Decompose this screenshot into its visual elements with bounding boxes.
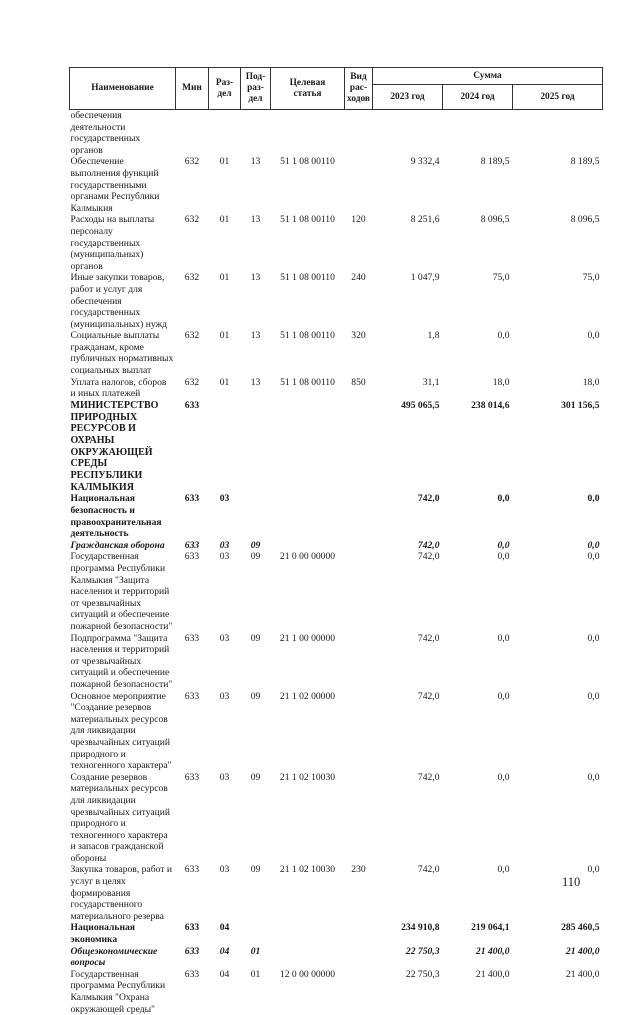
- row-sum-2023: 742,0: [373, 540, 443, 552]
- row-sum-2025: 0,0: [513, 540, 603, 552]
- row-sum-2025: 0,0: [513, 551, 603, 632]
- row-name: обеспечения деятельности государственных органов: [70, 110, 176, 157]
- table-row: [70, 691, 603, 772]
- row-sum-2025: 18,0: [513, 377, 603, 400]
- table-row: [70, 272, 603, 330]
- row-name: Иные закупки товаров, работ и услуг для обеспечения государственных (муниципальных) нужд: [70, 272, 176, 330]
- row-min: 632: [176, 272, 209, 330]
- row-name: Основное мероприятие "Создание резервов материальных ресурсов для ликвидации чрезвычайных ситуаций природного и техногенного характера": [70, 691, 176, 772]
- row-target: 21 0 00 00000: [271, 551, 345, 632]
- header-min: Мин: [176, 68, 209, 110]
- table-row: [70, 214, 603, 272]
- row-vid: 240: [345, 272, 373, 330]
- row-vid: [345, 772, 373, 865]
- row-vid: 120: [345, 214, 373, 272]
- row-podrazdel: 13: [241, 156, 271, 214]
- table-row: [70, 540, 603, 552]
- row-min: 633: [176, 922, 209, 945]
- header-vid: Вид рас- ходов: [345, 68, 373, 110]
- row-name: Гражданская оборона: [70, 540, 176, 552]
- row-sum-2024: 21 400,0: [443, 946, 513, 969]
- row-razdel: 03: [209, 691, 241, 772]
- row-podrazdel: 09: [241, 551, 271, 632]
- table-row: [70, 110, 603, 157]
- table-row: [70, 633, 603, 691]
- row-razdel: 01: [209, 330, 241, 376]
- row-min: 633: [176, 540, 209, 552]
- row-name: Национальная экономика: [70, 922, 176, 945]
- row-sum-2025: 0,0: [513, 864, 603, 922]
- row-min: 633: [176, 772, 209, 865]
- row-podrazdel: 09: [241, 633, 271, 691]
- header-razdel: Раз- дел: [209, 68, 241, 110]
- row-target: [271, 922, 345, 945]
- row-name: Подпрограмма "Защита населения и территорий от чрезвычайных ситуаций и обеспечение пожарной безопасности": [70, 633, 176, 691]
- row-name: Государственная программа Республики Калмыкия "Охрана окружающей среды": [70, 969, 176, 1015]
- row-razdel: 01: [209, 377, 241, 400]
- row-sum-2023: 742,0: [373, 772, 443, 865]
- row-podrazdel: 13: [241, 272, 271, 330]
- row-razdel: 01: [209, 214, 241, 272]
- row-sum-2023: 742,0: [373, 493, 443, 539]
- row-min: 632: [176, 377, 209, 400]
- row-podrazdel: [241, 400, 271, 494]
- row-sum-2024: 21 400,0: [443, 969, 513, 1015]
- row-sum-2024: 0,0: [443, 864, 513, 922]
- row-sum-2024: 0,0: [443, 493, 513, 539]
- row-min: 633: [176, 493, 209, 539]
- row-sum-2025: 0,0: [513, 493, 603, 539]
- row-podrazdel: [241, 110, 271, 157]
- row-target: 51 1 08 00110: [271, 214, 345, 272]
- row-sum-2025: 8 096,5: [513, 214, 603, 272]
- budget-table: [69, 67, 603, 1015]
- row-vid: 230: [345, 864, 373, 922]
- row-target: 21 1 00 00000: [271, 633, 345, 691]
- row-podrazdel: [241, 493, 271, 539]
- row-name: Обеспечение выполнения функций государственными органами Республики Калмыкия: [70, 156, 176, 214]
- row-vid: [345, 540, 373, 552]
- row-sum-2023: 742,0: [373, 864, 443, 922]
- row-min: 633: [176, 969, 209, 1015]
- row-razdel: 03: [209, 864, 241, 922]
- row-vid: [345, 946, 373, 969]
- row-target: 51 1 08 00110: [271, 156, 345, 214]
- row-vid: [345, 969, 373, 1015]
- row-min: 632: [176, 330, 209, 376]
- row-sum-2023: 22 750,3: [373, 946, 443, 969]
- row-razdel: 03: [209, 540, 241, 552]
- row-sum-2024: 0,0: [443, 551, 513, 632]
- table-row: [70, 156, 603, 214]
- table-row: [70, 551, 603, 632]
- row-min: 633: [176, 551, 209, 632]
- budget-table-container: [69, 67, 602, 1015]
- row-sum-2023: 495 065,5: [373, 400, 443, 494]
- row-razdel: 04: [209, 946, 241, 969]
- row-target: [271, 110, 345, 157]
- row-min: 633: [176, 691, 209, 772]
- row-sum-2025: 21 400,0: [513, 946, 603, 969]
- row-target: [271, 946, 345, 969]
- row-sum-2025: 75,0: [513, 272, 603, 330]
- row-name: Общеэкономические вопросы: [70, 946, 176, 969]
- table-row: [70, 864, 603, 922]
- table-row: [70, 400, 603, 494]
- row-podrazdel: 13: [241, 377, 271, 400]
- table-row: [70, 946, 603, 969]
- row-vid: 850: [345, 377, 373, 400]
- row-name: Национальная безопасность и правоохранительная деятельность: [70, 493, 176, 539]
- row-min: 633: [176, 946, 209, 969]
- row-sum-2025: 0,0: [513, 772, 603, 865]
- row-vid: [345, 110, 373, 157]
- row-razdel: [209, 110, 241, 157]
- row-sum-2023: 8 251,6: [373, 214, 443, 272]
- row-vid: [345, 922, 373, 945]
- table-row: [70, 969, 603, 1015]
- row-vid: 320: [345, 330, 373, 376]
- row-sum-2024: 8 096,5: [443, 214, 513, 272]
- row-podrazdel: 13: [241, 330, 271, 376]
- table-row: [70, 922, 603, 945]
- row-name: Создание резервов материальных ресурсов для ликвидации чрезвычайных ситуаций природного и техногенного характера и запасов гражданской обороны: [70, 772, 176, 865]
- row-min: 633: [176, 864, 209, 922]
- row-vid: [345, 551, 373, 632]
- row-sum-2023: 742,0: [373, 551, 443, 632]
- row-target: [271, 540, 345, 552]
- row-sum-2023: 1 047,9: [373, 272, 443, 330]
- row-sum-2025: 0,0: [513, 691, 603, 772]
- row-sum-2023: 22 750,3: [373, 969, 443, 1015]
- row-target: [271, 400, 345, 494]
- row-razdel: 03: [209, 633, 241, 691]
- row-sum-2025: 301 156,5: [513, 400, 603, 494]
- row-target: 21 1 02 00000: [271, 691, 345, 772]
- header-sum: Сумма: [373, 68, 603, 85]
- row-sum-2024: 0,0: [443, 772, 513, 865]
- row-min: [176, 110, 209, 157]
- row-name: Расходы на выплаты персоналу государственных (муниципальных) органов: [70, 214, 176, 272]
- header-podrazdel: Под- раз- дел: [241, 68, 271, 110]
- row-name: Закупка товаров, работ и услуг в целях формирования государственного материального резерва: [70, 864, 176, 922]
- row-target: 21 1 02 10030: [271, 864, 345, 922]
- header-2024: 2024 год: [443, 85, 513, 110]
- table-row: [70, 493, 603, 539]
- row-razdel: 04: [209, 922, 241, 945]
- header-target: Целевая статья: [271, 68, 345, 110]
- row-razdel: 03: [209, 493, 241, 539]
- table-row: [70, 772, 603, 865]
- row-min: 632: [176, 156, 209, 214]
- header-2023: 2023 год: [373, 85, 443, 110]
- row-razdel: 01: [209, 156, 241, 214]
- row-razdel: [209, 400, 241, 494]
- row-min: 633: [176, 400, 209, 494]
- row-target: [271, 493, 345, 539]
- row-vid: [345, 691, 373, 772]
- row-podrazdel: [241, 922, 271, 945]
- row-sum-2024: 219 064,1: [443, 922, 513, 945]
- row-podrazdel: 09: [241, 540, 271, 552]
- row-target: 51 1 08 00110: [271, 272, 345, 330]
- row-sum-2024: 0,0: [443, 691, 513, 772]
- row-sum-2023: 1,8: [373, 330, 443, 376]
- row-sum-2024: 75,0: [443, 272, 513, 330]
- row-podrazdel: 09: [241, 772, 271, 865]
- row-sum-2023: 234 910,8: [373, 922, 443, 945]
- row-sum-2025: 285 460,5: [513, 922, 603, 945]
- row-sum-2025: 21 400,0: [513, 969, 603, 1015]
- row-name: Социальные выплаты гражданам, кроме публичных нормативных социальных выплат: [70, 330, 176, 376]
- row-sum-2024: 18,0: [443, 377, 513, 400]
- table-row: [70, 330, 603, 376]
- table-header: [70, 68, 603, 110]
- row-podrazdel: 01: [241, 946, 271, 969]
- row-sum-2025: 0,0: [513, 330, 603, 376]
- row-sum-2024: 0,0: [443, 540, 513, 552]
- row-vid: [345, 493, 373, 539]
- row-sum-2023: 742,0: [373, 691, 443, 772]
- row-sum-2024: 0,0: [443, 330, 513, 376]
- row-razdel: 01: [209, 272, 241, 330]
- row-podrazdel: 13: [241, 214, 271, 272]
- row-target: 12 0 00 00000: [271, 969, 345, 1015]
- row-target: 51 1 08 00110: [271, 330, 345, 376]
- row-sum-2023: 31,1: [373, 377, 443, 400]
- row-sum-2023: 742,0: [373, 633, 443, 691]
- row-podrazdel: 09: [241, 691, 271, 772]
- row-min: 632: [176, 214, 209, 272]
- row-name: МИНИСТЕРСТВО ПРИРОДНЫХ РЕСУРСОВ И ОХРАНЫ ОКРУЖАЮЩЕЙ СРЕДЫ РЕСПУБЛИКИ КАЛМЫКИЯ: [70, 400, 176, 494]
- row-podrazdel: 01: [241, 969, 271, 1015]
- row-sum-2023: [373, 110, 443, 157]
- table-body: [70, 110, 603, 1015]
- row-min: 633: [176, 633, 209, 691]
- row-target: 51 1 08 00110: [271, 377, 345, 400]
- row-razdel: 03: [209, 772, 241, 865]
- header-name: Наименование: [70, 68, 176, 110]
- row-vid: [345, 156, 373, 214]
- row-target: 21 1 02 10030: [271, 772, 345, 865]
- page-number: 110: [562, 875, 580, 890]
- row-vid: [345, 633, 373, 691]
- row-vid: [345, 400, 373, 494]
- row-sum-2024: 0,0: [443, 633, 513, 691]
- row-sum-2025: 0,0: [513, 633, 603, 691]
- table-row: [70, 377, 603, 400]
- header-2025: 2025 год: [513, 85, 603, 110]
- row-sum-2023: 9 332,4: [373, 156, 443, 214]
- row-sum-2024: 8 189,5: [443, 156, 513, 214]
- row-podrazdel: 09: [241, 864, 271, 922]
- row-sum-2024: 238 014,6: [443, 400, 513, 494]
- row-sum-2025: [513, 110, 603, 157]
- row-name: Государственная программа Республики Калмыкия "Защита населения и территорий от чрезвычайных ситуаций и обеспечение пожарной безопасности": [70, 551, 176, 632]
- row-razdel: 03: [209, 551, 241, 632]
- row-sum-2024: [443, 110, 513, 157]
- row-sum-2025: 8 189,5: [513, 156, 603, 214]
- row-name: Уплата налогов, сборов и иных платежей: [70, 377, 176, 400]
- row-razdel: 04: [209, 969, 241, 1015]
